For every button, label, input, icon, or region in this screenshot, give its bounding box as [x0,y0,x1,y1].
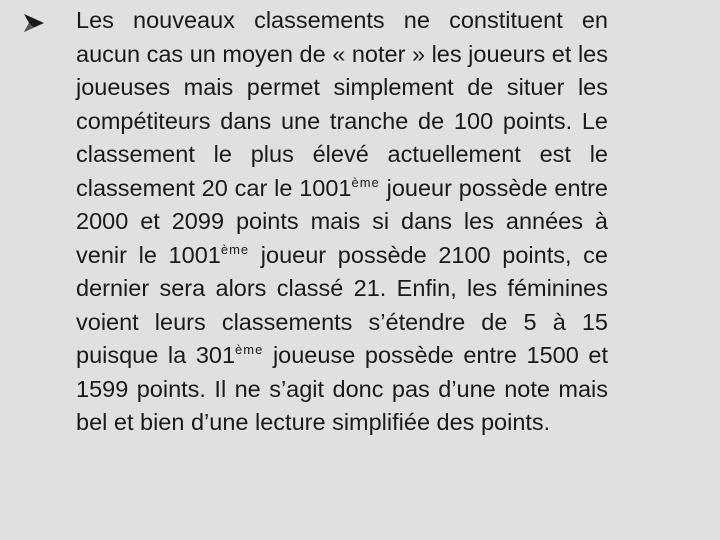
ordinal-suffix: ème [235,342,264,357]
arrow-bullet-icon [22,12,46,34]
paragraph-segment: joueuse possède entre 1500 et 1599 points. Il ne s’agit donc pas d’une note mais bel et bien d’une lecture simplifiée des points. [76,342,608,435]
bullet-paragraph [76,4,608,440]
ordinal-suffix: ème [220,241,250,257]
paragraph-segment: joueur possède entre 2000 et 2099 points mais si dans les années à venir le 1001 [76,174,608,268]
paragraph-segment: joueur possède 2100 points, ce dernier sera alors classé 21. Enfin, les féminines voient leurs classements s’étendre de 5 à 15 puisque la 301 [76,241,608,368]
paragraph-segment: Les nouveaux classements ne constituent en aucun cas un moyen de « noter » les joueurs et les joueuses mais permet simplement de situer les compétiteurs dans une tranche de 100 points. Le classement le plus élevé actuellement est le classement 20 car le 1001 [76,7,608,201]
ordinal-suffix: ème [351,174,380,190]
